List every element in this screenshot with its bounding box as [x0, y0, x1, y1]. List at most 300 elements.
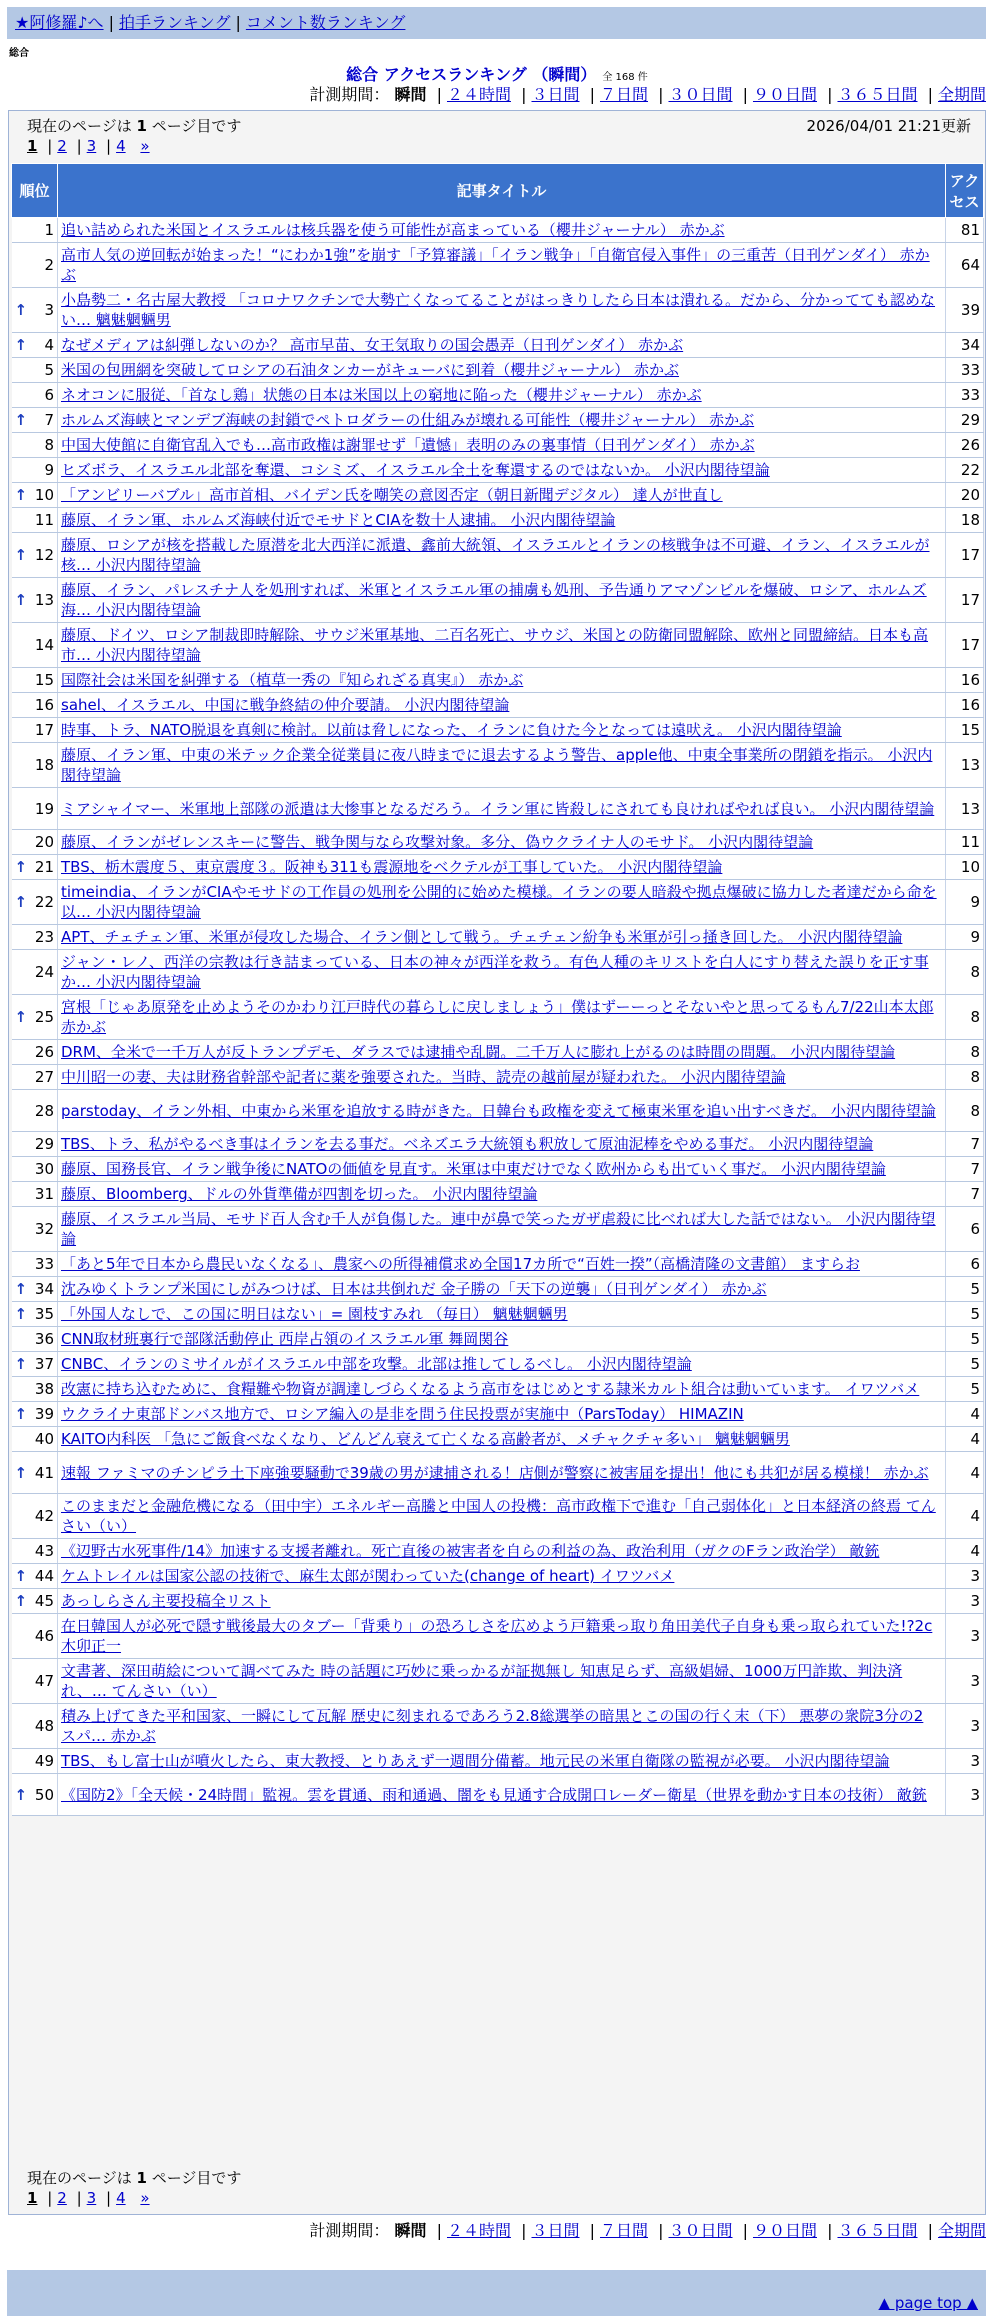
article-title-link[interactable]: 藤原、イラン、パレスチナ人を処刑すれば、米軍とイスラエル軍の捕虜も処刑、予告通りアマゾンビルを爆破、ロシア、ホルムズ海… 小沢内閣待望論 [61, 581, 927, 619]
page-info-suffix: ページ目です [151, 117, 242, 135]
title-cell [58, 830, 946, 855]
rank-cell [12, 1132, 58, 1157]
title-cell [58, 408, 946, 433]
period-365d-link[interactable]: ３６５日間 [837, 85, 918, 104]
article-title-link[interactable]: 時事、トラ、NATO脱退を真剣に検討。以前は脅しになった、イランに負けた今となっては遠吠え。 小沢内閣待望論 [61, 721, 842, 739]
table-row [12, 1659, 984, 1704]
article-title-link[interactable]: 高市人気の逆回転が始まった！“にわか1強”を崩す「予算審議」「イラン戦争」「自衛官侵入事件」の三重苦（日刊ゲンダイ） 赤かぶ [61, 246, 930, 284]
rank-cell [12, 1774, 58, 1816]
article-title-link[interactable]: 文書著、深田萌絵について調べてみた 時の話題に巧妙に乗っかるが証拠無し 知恵足らず、高級娼婦、1000万円詐欺、判決済れ、… てんさい（い） [61, 1662, 903, 1700]
table-row [12, 950, 984, 995]
title-cell [58, 1539, 946, 1564]
table-row [12, 1564, 984, 1589]
rank-number: 44 [34, 1567, 54, 1585]
rank-cell [12, 458, 58, 483]
rank-number: 3 [44, 301, 54, 319]
rank-number: 18 [34, 756, 54, 774]
table-row [12, 218, 984, 243]
title-cell [58, 950, 946, 995]
access-count: 7 [946, 1182, 984, 1207]
access-count: 4 [946, 1539, 984, 1564]
page-info-suffix: ページ目です [151, 2169, 242, 2187]
article-title-link[interactable]: 小島勢二・名古屋大教授 「コロナワクチンで大勢亡くなってることがはっきりしたら日本は潰れる。だから、分かってても認めない… 魑魅魍魎男 [61, 291, 936, 329]
rank-cell [12, 1402, 58, 1427]
rank-number: 37 [34, 1355, 54, 1373]
rank-cell [12, 1564, 58, 1589]
rank-number: 24 [34, 963, 54, 981]
access-count: 5 [946, 1377, 984, 1402]
rank-cell [12, 1327, 58, 1352]
article-title-link[interactable]: 《国防2》「全天候・24時間」監視。雲を貫通、雨和通過、闇をも見通す合成開口レーダー衛星（世界を動かす日本の技術） 敵銃 [61, 1785, 927, 1804]
rank-cell [12, 855, 58, 880]
article-title-link[interactable]: 藤原、イラン軍、ホルムズ海峡付近でモサドとCIAを数十人逮捕。 小沢内閣待望論 [61, 511, 616, 529]
table-row [12, 1704, 984, 1749]
access-count: 22 [946, 458, 984, 483]
table-row [12, 333, 984, 358]
table-row [12, 1182, 984, 1207]
article-title-link[interactable]: 沈みゆくトランプ米国にしがみつけば、日本は共倒れだ 金子勝の「天下の逆襲」（日刊ゲンダイ） 赤かぶ [61, 1280, 767, 1298]
article-title-link[interactable]: あっしらさん主要投稿全リスト [61, 1592, 271, 1610]
article-title-link[interactable]: DRM、全米で一千万人が反トランプデモ、ダラスでは逮捕や乱闘。二千万人に膨れ上がるのは時間の問題。 小沢内閣待望論 [61, 1043, 896, 1061]
article-title-link[interactable]: 藤原、国務長官、イラン戦争後にNATOの価値を見直す。米軍は中東だけでなく欧州からも出ていく事だ。 小沢内閣待望論 [61, 1160, 886, 1178]
table-row [12, 623, 984, 668]
rank-cell [12, 508, 58, 533]
period-7d-link[interactable]: ７日間 [599, 2221, 648, 2240]
rank-cell [12, 358, 58, 383]
rank-cell [12, 408, 58, 433]
article-title-link[interactable]: TBS、もし富士山が噴火したら、東大教授、とりあえず一週間分備蓄。地元民の米軍自衛隊の監視が必要。 小沢内閣待望論 [61, 1752, 890, 1770]
access-count: 33 [946, 358, 984, 383]
title-cell [58, 1704, 946, 1749]
article-title-link[interactable]: 速報 ファミマのチンピラ土下座強要騒動で39歳の男が逮捕される！店側が警察に被害届を提出！他にも共犯が居る模様！ 赤かぶ [61, 1463, 929, 1482]
article-title-link[interactable]: 藤原、ロシアが核を搭載した原潜を北大西洋に派遣、鑫前大統領、イスラエルとイランの核戦争は不可避、イラン、イスラエルが核… 小沢内閣待望論 [61, 536, 930, 574]
access-count: 5 [946, 1327, 984, 1352]
period-30d-link[interactable]: ３０日間 [668, 2221, 733, 2240]
rank-number: 6 [44, 386, 54, 404]
access-count: 6 [946, 1207, 984, 1252]
period-90d-link[interactable]: ９０日間 [752, 2221, 817, 2240]
period-24h-link[interactable]: ２４時間 [446, 2221, 511, 2240]
article-title-link[interactable]: 《辺野古水死事件/14》加速する支援者離れ。死亡直後の被害者を自らの利益の為、政治利用（ガクのFラン政治学） 敵銃 [61, 1542, 880, 1560]
page-info-number: 1 [136, 2169, 147, 2187]
article-title-link[interactable]: 宮根「じゃあ原発を止めようそのかわり江戸時代の暮らしに戻しましょう」僕はずーーっとそないやと思ってるもん7/22山本太郎 赤かぶ [61, 998, 934, 1036]
title-cell [58, 1182, 946, 1207]
period-24h-link[interactable]: ２４時間 [446, 85, 511, 104]
rank-number: 42 [34, 1507, 54, 1525]
rank-cell [12, 1207, 58, 1252]
rank-header-label: 順位 [19, 182, 50, 200]
access-count: 64 [946, 243, 984, 288]
pager-page-4[interactable]: 4 [116, 2189, 126, 2207]
table-row [12, 243, 984, 288]
title-cell [58, 788, 946, 830]
table-row [12, 1132, 984, 1157]
article-title-link[interactable]: CNN取材班裏行で部隊活動停止 西岸占領のイスラエル軍 舞岡関谷 [61, 1330, 509, 1348]
article-title-link[interactable]: 追い詰められた米国とイスラエルは核兵器を使う可能性が高まっている（櫻井ジャーナル） 赤かぶ [61, 221, 725, 239]
access-count: 4 [946, 1402, 984, 1427]
title-cell [58, 458, 946, 483]
title-cell [58, 1494, 946, 1539]
table-row [12, 693, 984, 718]
table-row [12, 288, 984, 333]
table-row [12, 533, 984, 578]
rank-number: 15 [34, 671, 54, 689]
access-count: 5 [946, 1302, 984, 1327]
rank-cell [12, 1252, 58, 1277]
rank-number: 16 [34, 696, 54, 714]
pager-page-2[interactable]: 2 [57, 137, 67, 155]
period-90d-link[interactable]: ９０日間 [752, 85, 817, 104]
page-info [27, 115, 241, 136]
title-cell [58, 1207, 946, 1252]
article-title-link[interactable]: parstoday、イラン外相、中東から米軍を追放する時がきた。日韓台も政権を変えて極東米軍を追い出すべきだ。 小沢内閣待望論 [61, 1101, 936, 1120]
asyura-home-link[interactable]: ★阿修羅♪へ [15, 13, 104, 32]
rank-number: 45 [34, 1592, 54, 1610]
page-title [0, 62, 994, 85]
pager-page-3[interactable]: 3 [86, 2189, 97, 2207]
pager-page-2[interactable]: 2 [57, 2189, 67, 2207]
article-title-link[interactable]: 国際社会は米国を糾弾する（植草一秀の『知られざる真実』） 赤かぶ [61, 671, 524, 689]
article-title-link[interactable]: CNBC、イランのミサイルがイスラエル中部を攻撃。北部は推してしるべし。 小沢内閣待望論 [61, 1355, 692, 1373]
table-row [12, 1589, 984, 1614]
article-title-link[interactable]: ジャン・レノ、西洋の宗教は行き詰まっている、日本の神々が西洋を救う。有色人種のキリストを白人にすり替えた誤りを正す事か… 小沢内閣待望論 [61, 953, 929, 991]
page-info-number: 1 [136, 117, 147, 135]
pager-current: 1 [27, 2189, 38, 2207]
table-row [12, 1402, 984, 1427]
comment-ranking-link[interactable]: コメント数ランキング [245, 13, 406, 32]
count-header-label: アクセス [949, 171, 980, 211]
rank-cell [12, 1452, 58, 1494]
period-365d-link[interactable]: ３６５日間 [837, 2221, 918, 2240]
table-row [12, 1494, 984, 1539]
access-count: 3 [946, 1614, 984, 1659]
rank-cell [12, 743, 58, 788]
title-cell [58, 1327, 946, 1352]
table-row [12, 1452, 984, 1494]
rank-number: 19 [34, 799, 54, 818]
title-cell [58, 1452, 946, 1494]
article-title-link[interactable]: timeindia、イランがCIAやモサドの工作員の処刑を公開的に始めた模様。イランの要人暗殺や拠点爆破に協力した者達だから命を以… 小沢内閣待望論 [61, 883, 937, 921]
rank-up-arrow-icon: ↑ [14, 1305, 28, 1323]
period-3d-link[interactable]: ３日間 [531, 85, 580, 104]
article-title-link[interactable]: 積み上げてきた平和国家、一瞬にして瓦解 歴史に刻まれるであろう2.8総選挙の暗黒とこの国の行く末（下） 悪夢の衆院3分の2 スパ… 赤かぶ [61, 1707, 924, 1745]
rank-number: 26 [34, 1043, 54, 1061]
rank-number: 9 [44, 461, 54, 479]
page-info-prefix: 現在のページは [27, 117, 132, 135]
rank-up-arrow-icon: ↑ [14, 1405, 28, 1423]
access-count: 29 [946, 408, 984, 433]
title-cell [58, 578, 946, 623]
top-navigation-bar [7, 7, 986, 39]
rank-number: 21 [34, 858, 54, 876]
title-cell [58, 743, 946, 788]
access-count: 5 [946, 1277, 984, 1302]
access-count: 13 [946, 743, 984, 788]
rank-cell [12, 880, 58, 925]
rank-number: 49 [34, 1752, 54, 1770]
period-3d-link[interactable]: ３日間 [531, 2221, 580, 2240]
rank-cell [12, 788, 58, 830]
article-title-link[interactable]: ホルムズ海峡とマンデブ海峡の封鎖でペトロダラーの仕組みが壊れる可能性（櫻井ジャーナル） 赤かぶ [61, 411, 755, 429]
title-cell [58, 855, 946, 880]
rank-number: 40 [34, 1430, 54, 1448]
rank-up-arrow-icon: ↑ [14, 486, 28, 504]
title-cell [58, 288, 946, 333]
article-title-link[interactable]: ミアシャイマー、米軍地上部隊の派遣は大惨事となるだろう。イラン軍に皆殺しにされても良ければやれば良い。 小沢内閣待望論 [61, 799, 935, 818]
pager-current: 1 [27, 137, 38, 155]
table-row [12, 1207, 984, 1252]
rank-number: 20 [34, 833, 54, 851]
rank-cell [12, 433, 58, 458]
rank-number: 47 [34, 1672, 54, 1690]
title-cell [58, 668, 946, 693]
rank-cell [12, 718, 58, 743]
rank-number: 31 [34, 1185, 54, 1203]
article-title-link[interactable]: ケムトレイルは国家公認の技術で、麻生太郎が関わっていた(change of heart) イワツバメ [61, 1567, 675, 1585]
article-title-link[interactable]: 「あと5年で日本から農民いなくなる」、農家への所得補償求め全国17カ所で“百姓一揆”（高橋清隆の文書館） ますらお [61, 1255, 860, 1273]
rank-number: 46 [34, 1627, 54, 1645]
rank-up-arrow-icon: ↑ [14, 1008, 28, 1026]
access-count: 39 [946, 288, 984, 333]
table-row [12, 483, 984, 508]
rank-number: 41 [34, 1463, 54, 1482]
rank-up-arrow-icon: ↑ [14, 411, 28, 429]
rank-cell [12, 668, 58, 693]
rank-cell [12, 1539, 58, 1564]
rank-up-arrow-icon: ↑ [14, 1280, 28, 1298]
rank-cell [12, 693, 58, 718]
access-count: 3 [946, 1589, 984, 1614]
article-title-link[interactable]: 在日韓国人が必死で隠す戦後最大のタブー「背乗り」の恐ろしさを広めよう戸籍乗っ取り角田美代子自身も乗っ取られていた!?2c 木卯正一 [61, 1617, 933, 1655]
article-title-link[interactable]: TBS、栃木震度５、東京震度３。阪神も311も震源地をベクテルが工事していた。 小沢内閣待望論 [61, 858, 723, 876]
title-cell [58, 1377, 946, 1402]
rank-number: 34 [34, 1280, 54, 1298]
article-title-link[interactable]: 藤原、イスラエル当局、モサド百人含む千人が負傷した。連中が鼻で笑ったガザ虐殺に比べれば大した話ではない。 小沢内閣待望論 [61, 1210, 936, 1248]
period-label: 計測期間： [309, 85, 390, 104]
title-cell [58, 1427, 946, 1452]
table-row [12, 1614, 984, 1659]
rank-number: 7 [44, 411, 54, 429]
pager-page-4[interactable]: 4 [116, 137, 126, 155]
article-title-link[interactable]: 改憲に持ち込むために、食糧難や物資が調達しづらくなるよう高市をはじめとする隷米カルト組合は動いています。 イワツバメ [61, 1380, 920, 1398]
table-row [12, 1352, 984, 1377]
access-count: 16 [946, 693, 984, 718]
ranking-title: 総合 アクセスランキング （瞬間） [346, 65, 597, 84]
article-title-link[interactable]: ウクライナ東部ドンバス地方で、ロシア編入の是非を問う住民投票が実施中（ParsToday） HIMAZIN [61, 1405, 744, 1423]
rank-number: 39 [34, 1405, 54, 1423]
period-label: 計測期間： [309, 2221, 390, 2240]
rank-number: 8 [44, 436, 54, 454]
access-count: 81 [946, 218, 984, 243]
access-count: 13 [946, 788, 984, 830]
pager-next[interactable]: » [140, 2189, 150, 2207]
table-row [12, 578, 984, 623]
rank-cell [12, 578, 58, 623]
article-title-link[interactable]: 藤原、Bloomberg、ドルの外貨準備が四割を切った。 小沢内閣待望論 [61, 1185, 538, 1203]
rank-cell [12, 1659, 58, 1704]
access-count: 18 [946, 508, 984, 533]
rank-up-arrow-icon: ↑ [14, 591, 28, 609]
access-count: 8 [946, 1065, 984, 1090]
article-title-link[interactable]: 中国大使館に自衛官乱入でも…高市政権は謝罪せず「遺憾」表明のみの裏事情（日刊ゲンダイ） 赤かぶ [61, 436, 755, 454]
access-count: 3 [946, 1774, 984, 1816]
rank-cell [12, 1427, 58, 1452]
access-count: 26 [946, 433, 984, 458]
access-count: 3 [946, 1704, 984, 1749]
period-30d-link[interactable]: ３０日間 [668, 85, 733, 104]
pager-bottom: 1 | 2 | 3 | 4 » [27, 2189, 150, 2207]
article-title-link[interactable]: 藤原、ドイツ、ロシア制裁即時解除、サウジ米軍基地、二百名死亡、サウジ、米国との防衛同盟解除、欧州と同盟締結。日本も高市… 小沢内閣待望論 [61, 626, 929, 664]
table-row [12, 1090, 984, 1132]
table-row [12, 668, 984, 693]
bottom-bar [7, 2270, 986, 2316]
title-cell [58, 718, 946, 743]
period-all-link[interactable]: 全期間 [937, 85, 986, 104]
rank-number: 48 [34, 1717, 54, 1735]
period-selector: 計測期間： 瞬間 | ２４時間 | ３日間 | ７日間 | ３０日間 | ９０日間 | ３６５日間 | 全期間 [309, 85, 986, 104]
rank-up-arrow-icon: ↑ [14, 858, 28, 876]
rank-number: 12 [34, 546, 54, 564]
rank-number: 23 [34, 928, 54, 946]
rank-cell [12, 995, 58, 1040]
category-label: 総合 [9, 48, 29, 59]
page-info-bottom [27, 2167, 241, 2188]
rank-number: 25 [34, 1008, 54, 1026]
title-cell [58, 1040, 946, 1065]
page-top-link[interactable]: ▲ page top ▲ [878, 2294, 978, 2312]
pager-next[interactable]: » [140, 137, 150, 155]
table-row [12, 1377, 984, 1402]
access-count: 16 [946, 668, 984, 693]
access-count: 7 [946, 1157, 984, 1182]
rank-number: 1 [44, 221, 54, 239]
access-count: 11 [946, 830, 984, 855]
title-cell [58, 1252, 946, 1277]
pager-page-3[interactable]: 3 [86, 137, 97, 155]
rank-up-arrow-icon: ↑ [14, 893, 28, 911]
title-cell [58, 623, 946, 668]
rank-number: 35 [34, 1305, 54, 1323]
access-count: 9 [946, 925, 984, 950]
period-current: 瞬間 [394, 85, 427, 104]
rank-header [12, 164, 58, 218]
period-7d-link[interactable]: ７日間 [599, 85, 648, 104]
rank-number: 32 [34, 1220, 54, 1238]
period-current: 瞬間 [394, 2221, 427, 2240]
nav-separator: | [235, 13, 241, 32]
table-row [12, 1252, 984, 1277]
table-row [12, 508, 984, 533]
access-count: 3 [946, 1564, 984, 1589]
updated-timestamp: 2026/04/01 21:21更新 [806, 117, 971, 135]
pager: 1 | 2 | 3 | 4 » [27, 137, 150, 155]
rank-cell [12, 1377, 58, 1402]
rank-number: 28 [34, 1101, 54, 1120]
table-row [12, 718, 984, 743]
title-cell [58, 1774, 946, 1816]
article-title-link[interactable]: KAITO内科医 「急にご飯食べなくなり、どんどん衰えて亡くなる高齢者が、メチャクチャ多い」 魑魅魍魎男 [61, 1430, 790, 1448]
rank-up-arrow-icon: ↑ [14, 1785, 28, 1804]
rank-number: 27 [34, 1068, 54, 1086]
article-title-link[interactable]: sahel、イスラエル、中国に戦争終結の仲介要請。 小沢内閣待望論 [61, 696, 510, 714]
rank-cell [12, 1614, 58, 1659]
rank-cell [12, 1352, 58, 1377]
access-count: 6 [946, 1252, 984, 1277]
title-cell [58, 358, 946, 383]
table-row [12, 1040, 984, 1065]
rank-number: 22 [34, 893, 54, 911]
access-count: 8 [946, 1040, 984, 1065]
rank-cell [12, 1040, 58, 1065]
rank-up-arrow-icon: ↑ [14, 1567, 28, 1585]
rank-cell [12, 483, 58, 508]
article-title-link[interactable]: 「アンビリーバブル」高市首相、バイデン氏を嘲笑の意図否定（朝日新聞デジタル） 達人が世直し [61, 486, 723, 504]
table-row [12, 855, 984, 880]
access-count: 8 [946, 995, 984, 1040]
rank-cell [12, 1157, 58, 1182]
article-title-link[interactable]: APT、チェチェン軍、米軍が侵攻した場合、イラン側として戦う。チェチェン紛争も米軍が引っ掻き回した。 小沢内閣待望論 [61, 928, 903, 946]
table-row [12, 1277, 984, 1302]
rank-up-arrow-icon: ↑ [14, 1355, 28, 1373]
rank-cell [12, 925, 58, 950]
rank-cell [12, 1090, 58, 1132]
title-cell [58, 995, 946, 1040]
article-title-link[interactable]: 藤原、イラン軍、中東の米テック企業全従業員に夜八時までに退去するよう警告、apple他、中東全事業所の閉鎖を指示。 小沢内閣待望論 [61, 746, 933, 784]
article-title-link[interactable]: 中川昭一の妻、夫は財務省幹部や記者に薬を強要された。当時、読売の越前屋が疑われた。 小沢内閣待望論 [61, 1068, 786, 1086]
title-header: 記事タイトル [58, 164, 946, 218]
access-count: 17 [946, 578, 984, 623]
access-count: 4 [946, 1494, 984, 1539]
article-title-link[interactable]: ネオコンに服従、「首なし鶏」状態の日本は米国以上の窮地に陥った（櫻井ジャーナル） 赤かぶ [61, 386, 702, 404]
rank-number: 36 [34, 1330, 54, 1348]
rank-cell [12, 1589, 58, 1614]
total-count: 全 168 件 [602, 72, 648, 83]
article-title-link[interactable]: TBS、トラ、私がやるべき事はイランを去る事だ。ベネズエラ大統領も釈放して原油泥棒をやめる事だ。 小沢内閣待望論 [61, 1135, 874, 1153]
article-title-link[interactable]: 藤原、イランがゼレンスキーに警告、戦争関与なら攻撃対象。多分、偽ウクライナ人のモサド。 小沢内閣待望論 [61, 833, 814, 851]
rank-number: 14 [34, 636, 54, 654]
article-title-link[interactable]: なぜメディアは糾弾しないのか？ 高市早苗、女王気取りの国会愚弄（日刊ゲンダイ） 赤かぶ [61, 336, 684, 354]
table-row [12, 1539, 984, 1564]
article-title-link[interactable]: 米国の包囲網を突破してロシアの石油タンカーがキューバに到着（櫻井ジャーナル） 赤かぶ [61, 361, 679, 379]
article-title-link[interactable]: 「外国人なしで、この国に明日はない」= 園枝すみれ （毎日） 魑魅魍魎男 [61, 1305, 568, 1323]
rank-number: 50 [34, 1785, 54, 1804]
article-title-link[interactable]: このままだと金融危機になる（田中宇）エネルギー高騰と中国人の投機：高市政権下で進む「自己弱体化」と日本経済の終焉 てんさい（い） [61, 1497, 936, 1535]
title-cell [58, 218, 946, 243]
rank-cell [12, 1277, 58, 1302]
table-row [12, 880, 984, 925]
article-title-link[interactable]: ヒズボラ、イスラエル北部を奪還、コシミズ、イスラエル全土を奪還するのではないか。 小沢内閣待望論 [61, 461, 770, 479]
rank-number: 11 [34, 511, 54, 529]
rank-cell [12, 1494, 58, 1539]
title-cell [58, 1132, 946, 1157]
access-count: 9 [946, 880, 984, 925]
title-cell [58, 925, 946, 950]
rank-cell [12, 1182, 58, 1207]
rank-up-arrow-icon: ↑ [14, 336, 28, 354]
rank-up-arrow-icon: ↑ [14, 546, 28, 564]
rank-number: 33 [34, 1255, 54, 1273]
clap-ranking-link[interactable]: 拍手ランキング [118, 13, 231, 32]
ranking-panel [8, 110, 986, 2215]
access-count: 5 [946, 1352, 984, 1377]
title-cell [58, 1614, 946, 1659]
rank-up-arrow-icon: ↑ [14, 301, 28, 319]
access-count: 8 [946, 1090, 984, 1132]
rank-cell [12, 533, 58, 578]
period-all-link[interactable]: 全期間 [937, 2221, 986, 2240]
table-row [12, 383, 984, 408]
table-row [12, 433, 984, 458]
